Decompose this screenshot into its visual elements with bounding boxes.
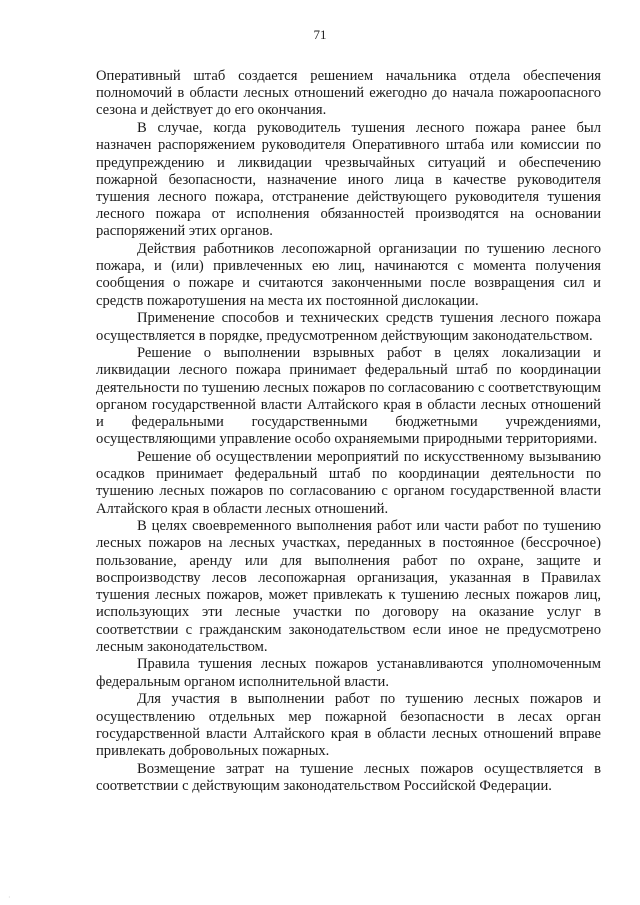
paragraph-blasting-works: Решение о выполнении взрывных работ в целях локализации и ликвидации лесного пожара принимает федеральный штаб по координации деятельности по тушению лесных пожаров по согласованию с соответствующим органом государственной власти Алтайского края в области лесных отношений и федеральными государственными бюджетными учреждениями, осуществляющими управление особо охраняемыми природными территориями. <box>96 345 601 448</box>
paragraph-workers-actions: Действия работников лесопожарной организации по тушению лесного пожара, и (или) привлеченных ею лиц, начинаются с момента получения сообщения о пожаре и считаются законченными после возвращения сил и средств пожаротушения на места их постоянной дислокации. <box>96 241 601 309</box>
paragraph-fire-manager-appointment: В случае, когда руководитель тушения лесного пожара ранее был назначен распоряжением руководителя Оперативного штаба или комиссии по предупреждению и ликвидации чрезвычайных ситуаций и обеспечению пожарной безопасности, назначение иного лица в качестве руководителя тушения лесного пожара, отстранение действующего руководителя тушения лесного пожара от исполнения обязанностей производятся на основании распоряжений этих органов. <box>96 120 601 240</box>
paragraph-methods-and-means: Применение способов и технических средств тушения лесного пожара осуществляется в порядке, предусмотренном действующим законодательством. <box>96 310 601 344</box>
paragraph-cost-reimbursement: Возмещение затрат на тушение лесных пожаров осуществляется в соответствии с действующим законодательством Российской Федерации. <box>96 760 601 794</box>
paragraph-artificial-precipitation: Решение об осуществлении мероприятий по искусственному вызыванию осадков принимает федеральный штаб по координации деятельности по тушению лесных пожаров по согласованию с органом государственной власти Алтайского края в области лесных отношений. <box>96 448 601 517</box>
paragraph-volunteers: Для участия в выполнении работ по тушению лесных пожаров и осуществлению отдельных мер пожарной безопасности в лесах орган государственной власти Алтайского края в области лесных отношений вправе привлекать добровольных пожарных. <box>96 691 601 759</box>
paragraph-operational-staff: Оперативный штаб создается решением начальника отдела обеспечения полномочий в области лесных отношений ежегодно до начала пожароопасного сезона и действует до его окончания. <box>96 68 601 119</box>
paragraph-timely-works: В целях своевременного выполнения работ или части работ по тушению лесных пожаров на лесных участках, переданных в постоянное (бессрочное) пользование, аренду или для выполнения работ по охране, защите и воспроизводству лесов лесопожарная организация, указанная в Правилах тушения лесных пожаров, может привлекать к тушению лесных пожаров лиц, использующих эти лесные участки по договору на оказание услуг в соответствии с гражданским законодательством если иное не предусмотрено лесным законодательством. <box>96 518 601 655</box>
page-number: 71 <box>313 27 327 42</box>
margin-mark: · <box>8 893 11 902</box>
body-text <box>96 68 601 796</box>
paragraph-fire-rules: Правила тушения лесных пожаров устанавливаются уполномоченным федеральным органом исполнительной власти. <box>96 656 601 690</box>
